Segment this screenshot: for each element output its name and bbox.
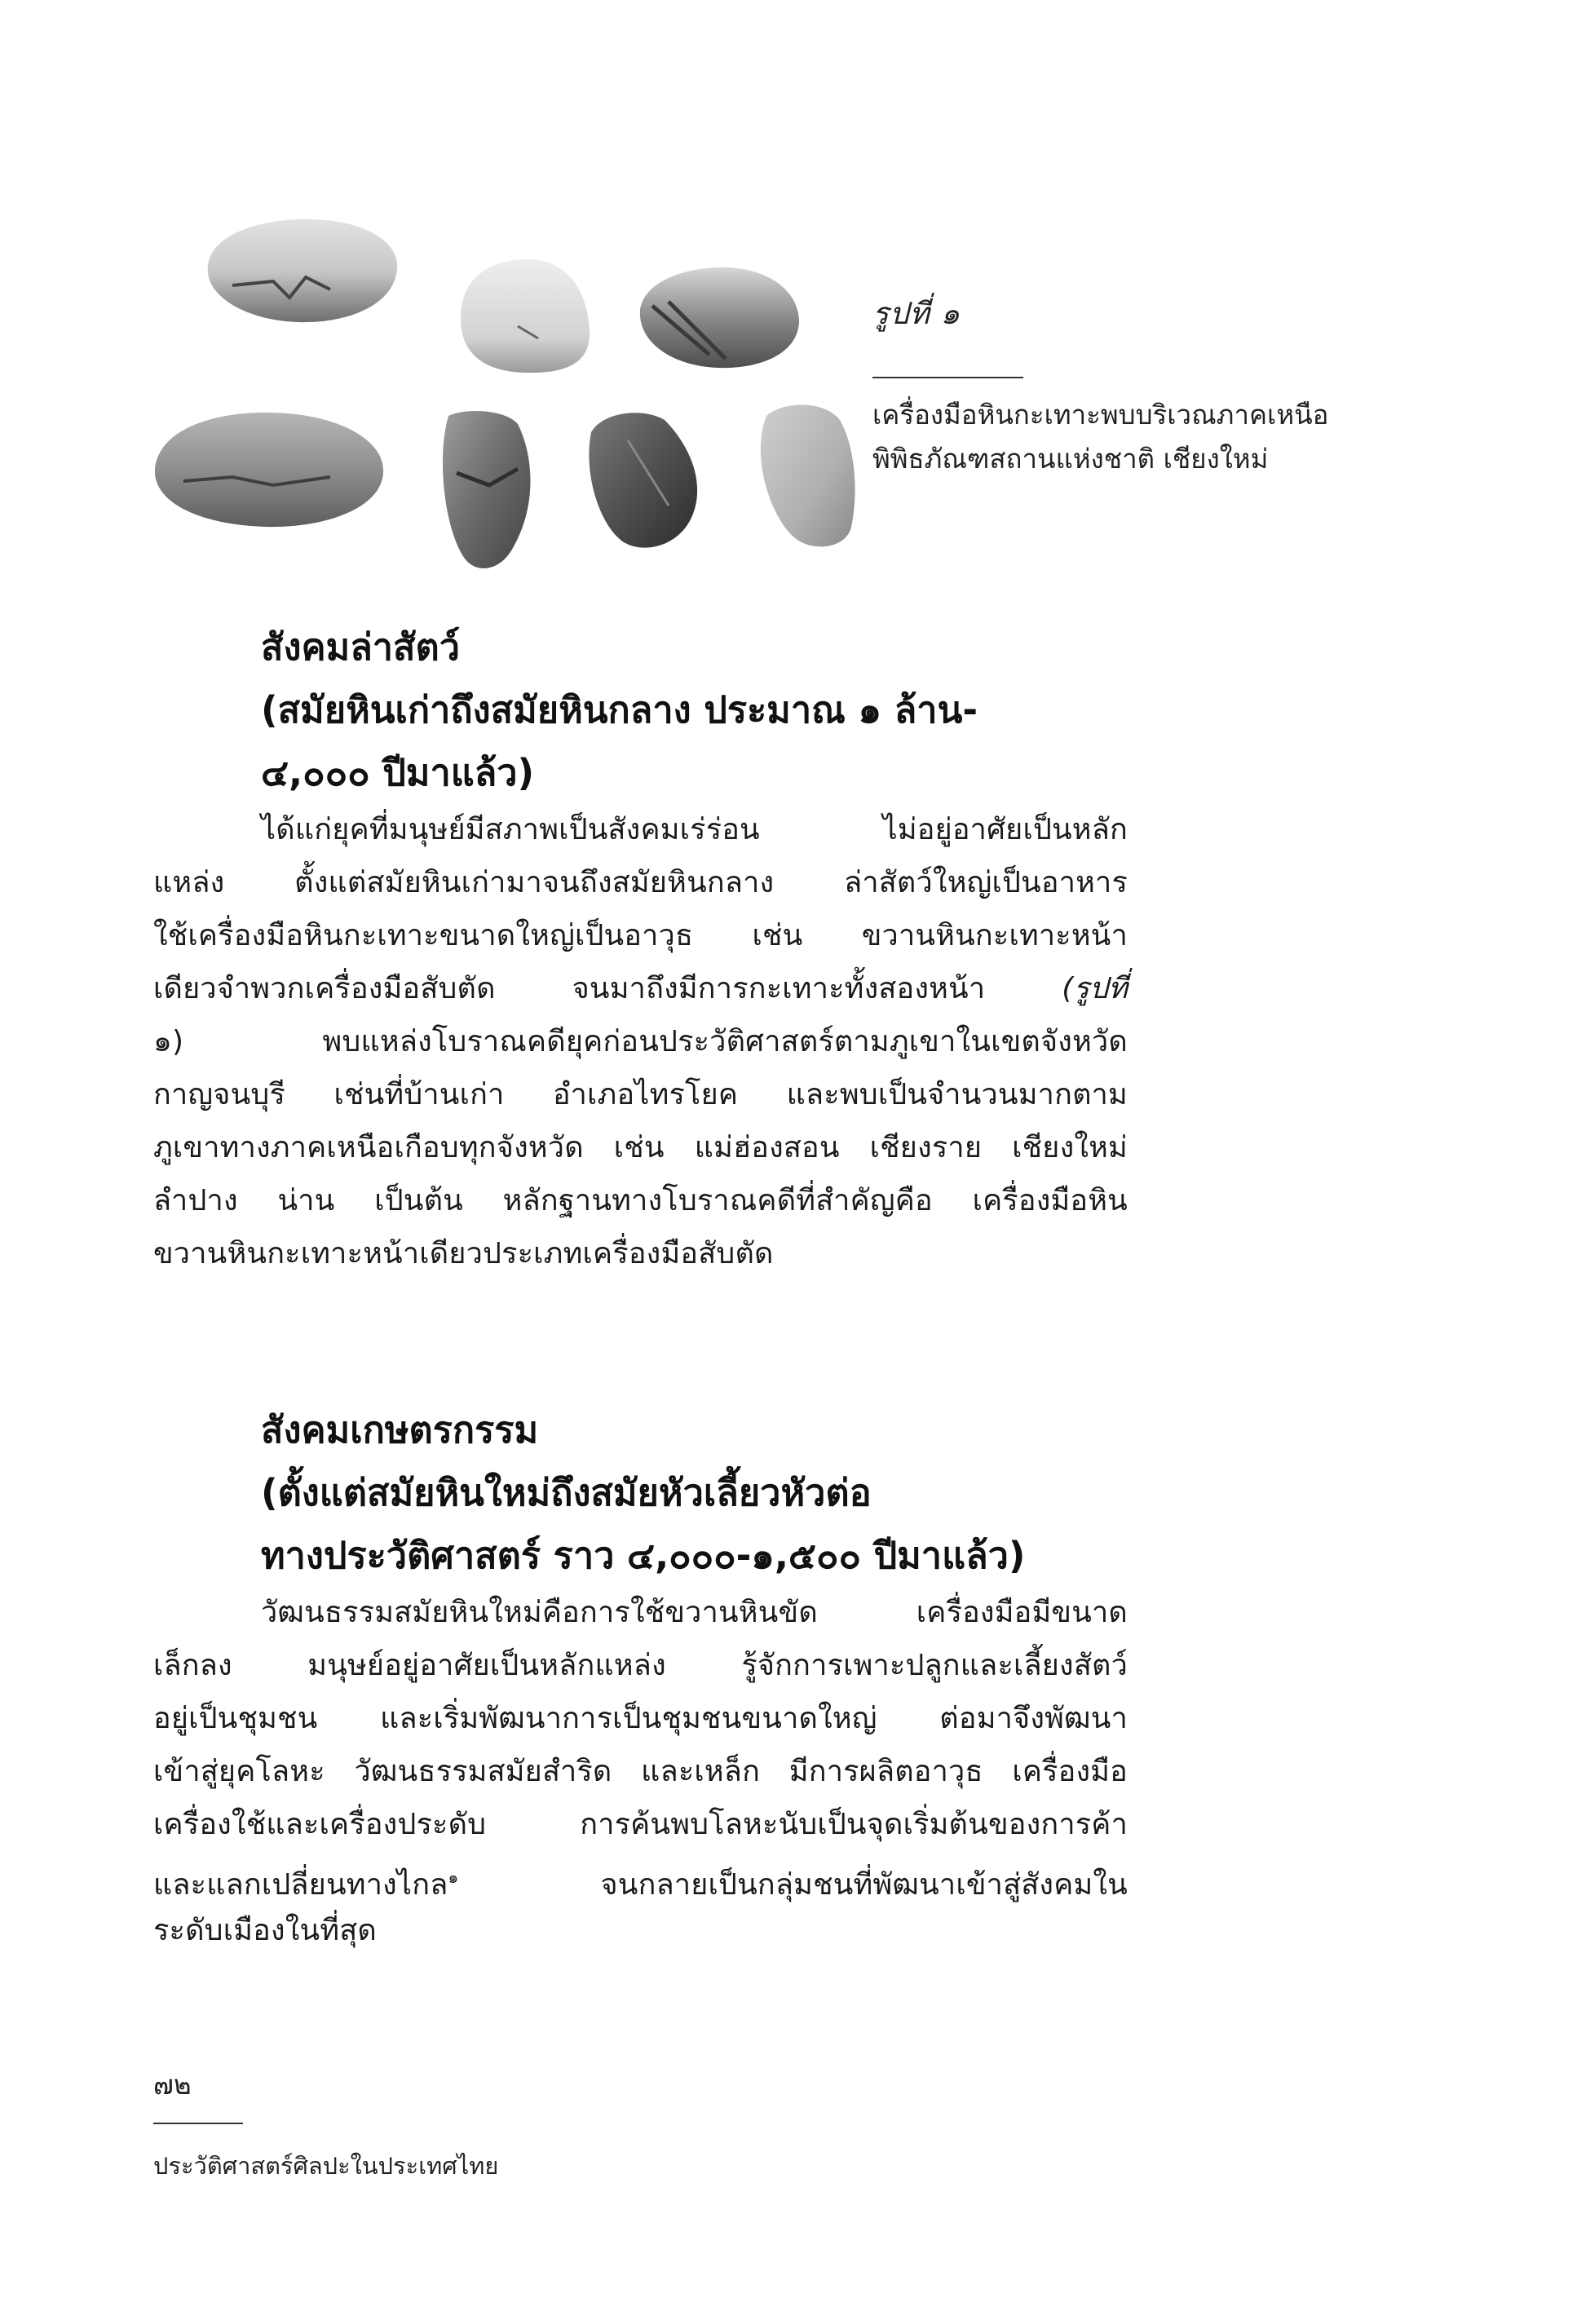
paragraph-text: เดียวจำพวกเครื่องมือสับตัด จนมาถึงมีการกะเทาะทั้งสองหน้า bbox=[153, 972, 986, 1005]
footnote-marker[interactable]: ๑ bbox=[448, 1867, 459, 1887]
heading-subtitle-line: ทางประวัติศาสตร์ ราว ๔,๐๐๐-๑,๕๐๐ ปีมาแล้ว) bbox=[261, 1534, 1026, 1577]
section-heading-agricultural-society bbox=[261, 1398, 1158, 1587]
paragraph-line: อยู่เป็นชุมชน และเริ่มพัฒนาการเป็นชุมชนขนาดใหญ่ ต่อมาจึงพัฒนา bbox=[153, 1702, 1128, 1735]
figure-reference: (รูปที่ bbox=[1062, 972, 1128, 1005]
paragraph-line: ขวานหินกะเทาะหน้าเดียวประเภทเครื่องมือสับตัด bbox=[153, 1237, 774, 1270]
paragraph-text: และแลกเปลี่ยนทางไกล bbox=[153, 1868, 448, 1902]
paragraph-line: ได้แก่ยุคที่มนุษย์มีสภาพเป็นสังคมเร่ร่อน ไม่อยู่อาศัยเป็นหลัก bbox=[261, 813, 1128, 846]
paragraph-line bbox=[153, 1851, 1128, 1904]
page-number: ๗๒ bbox=[153, 2069, 192, 2101]
paragraph-line: ระดับเมืองในที่สุด bbox=[153, 1914, 378, 1947]
caption-divider bbox=[872, 377, 1023, 378]
paragraph-hunting-society bbox=[153, 803, 1128, 1280]
footer-divider bbox=[153, 2123, 243, 2124]
heading-subtitle-line: (ตั้งแต่สมัยหินใหม่ถึงสมัยหัวเลี้ยวหัวต่อ bbox=[261, 1471, 872, 1514]
paragraph-line: ลำปาง น่าน เป็นต้น หลักฐานทางโบราณคดีที่สำคัญคือ เครื่องมือหิน bbox=[153, 1184, 1128, 1217]
paragraph-line: กาญจนบุรี เช่นที่บ้านเก่า อำเภอไทรโยค และพบเป็นจำนวนมากตาม bbox=[153, 1078, 1128, 1111]
heading-subtitle-line: (สมัยหินเก่าถึงสมัยหินกลาง ประมาณ ๑ ล้าน- bbox=[261, 688, 978, 731]
caption-line: พิพิธภัณฑสถานแห่งชาติ เชียงใหม่ bbox=[872, 443, 1269, 475]
stone-image-6 bbox=[579, 408, 705, 554]
paragraph-line bbox=[153, 962, 1128, 1015]
page-footer bbox=[153, 2063, 498, 2185]
stone-image-4 bbox=[151, 408, 387, 530]
section-heading-hunting-society bbox=[261, 616, 1158, 804]
paragraph-line: เครื่องใช้และเครื่องประดับ การค้นพบโลหะนับเป็นจุดเริ่มต้นของการค้า bbox=[153, 1808, 1128, 1841]
paragraph-line: แหล่ง ตั้งแต่สมัยหินเก่ามาจนถึงสมัยหินกลาง ล่าสัตว์ใหญ่เป็นอาหาร bbox=[153, 866, 1128, 899]
paragraph-line: เข้าสู่ยุคโลหะ วัฒนธรรมสมัยสำริด และเหล็ก มีการผลิตอาวุธ เครื่องมือ bbox=[153, 1755, 1128, 1788]
paragraph-line: ๑) พบแหล่งโบราณคดียุคก่อนประวัติศาสตร์ตามภูเขาในเขตจังหวัด bbox=[153, 1025, 1128, 1058]
paragraph-line: เล็กลง มนุษย์อยู่อาศัยเป็นหลักแหล่ง รู้จักการเพาะปลูกและเลี้ยงสัตว์ bbox=[153, 1649, 1128, 1682]
paragraph-text: จนกลายเป็นกลุ่มชนที่พัฒนาเข้าสู่สังคมใน bbox=[458, 1868, 1128, 1902]
heading-subtitle-line: ๔,๐๐๐ ปีมาแล้ว) bbox=[261, 751, 535, 794]
figure-label: รูปที่ ๑ bbox=[872, 296, 961, 331]
stone-image-3 bbox=[636, 265, 803, 371]
stone-image-2 bbox=[453, 257, 595, 375]
paragraph-line: วัฒนธรรมสมัยหินใหม่คือการใช้ขวานหินขัด เครื่องมือมีขนาด bbox=[261, 1596, 1128, 1629]
stone-tools-figure bbox=[151, 200, 868, 575]
heading-title: สังคมเกษตรกรรม bbox=[261, 1408, 539, 1451]
figure-caption bbox=[872, 289, 1443, 481]
heading-title: สังคมล่าสัตว์ bbox=[261, 625, 461, 669]
stone-image-5 bbox=[432, 408, 538, 575]
paragraph-agricultural-society bbox=[153, 1586, 1128, 1957]
paragraph-line: ใช้เครื่องมือหินกะเทาะขนาดใหญ่เป็นอาวุธ เช่น ขวานหินกะเทาะหน้า bbox=[153, 919, 1128, 952]
paragraph-line: ภูเขาทางภาคเหนือเกือบทุกจังหวัด เช่น แม่ฮ่องสอน เชียงราย เชียงใหม่ bbox=[153, 1131, 1128, 1164]
book-title: ประวัติศาสตร์ศิลปะในประเทศไทย bbox=[153, 2152, 499, 2180]
stone-image-1 bbox=[200, 216, 404, 326]
caption-line: เครื่องมือหินกะเทาะพบบริเวณภาคเหนือ bbox=[872, 399, 1329, 431]
stone-image-7 bbox=[746, 400, 860, 550]
